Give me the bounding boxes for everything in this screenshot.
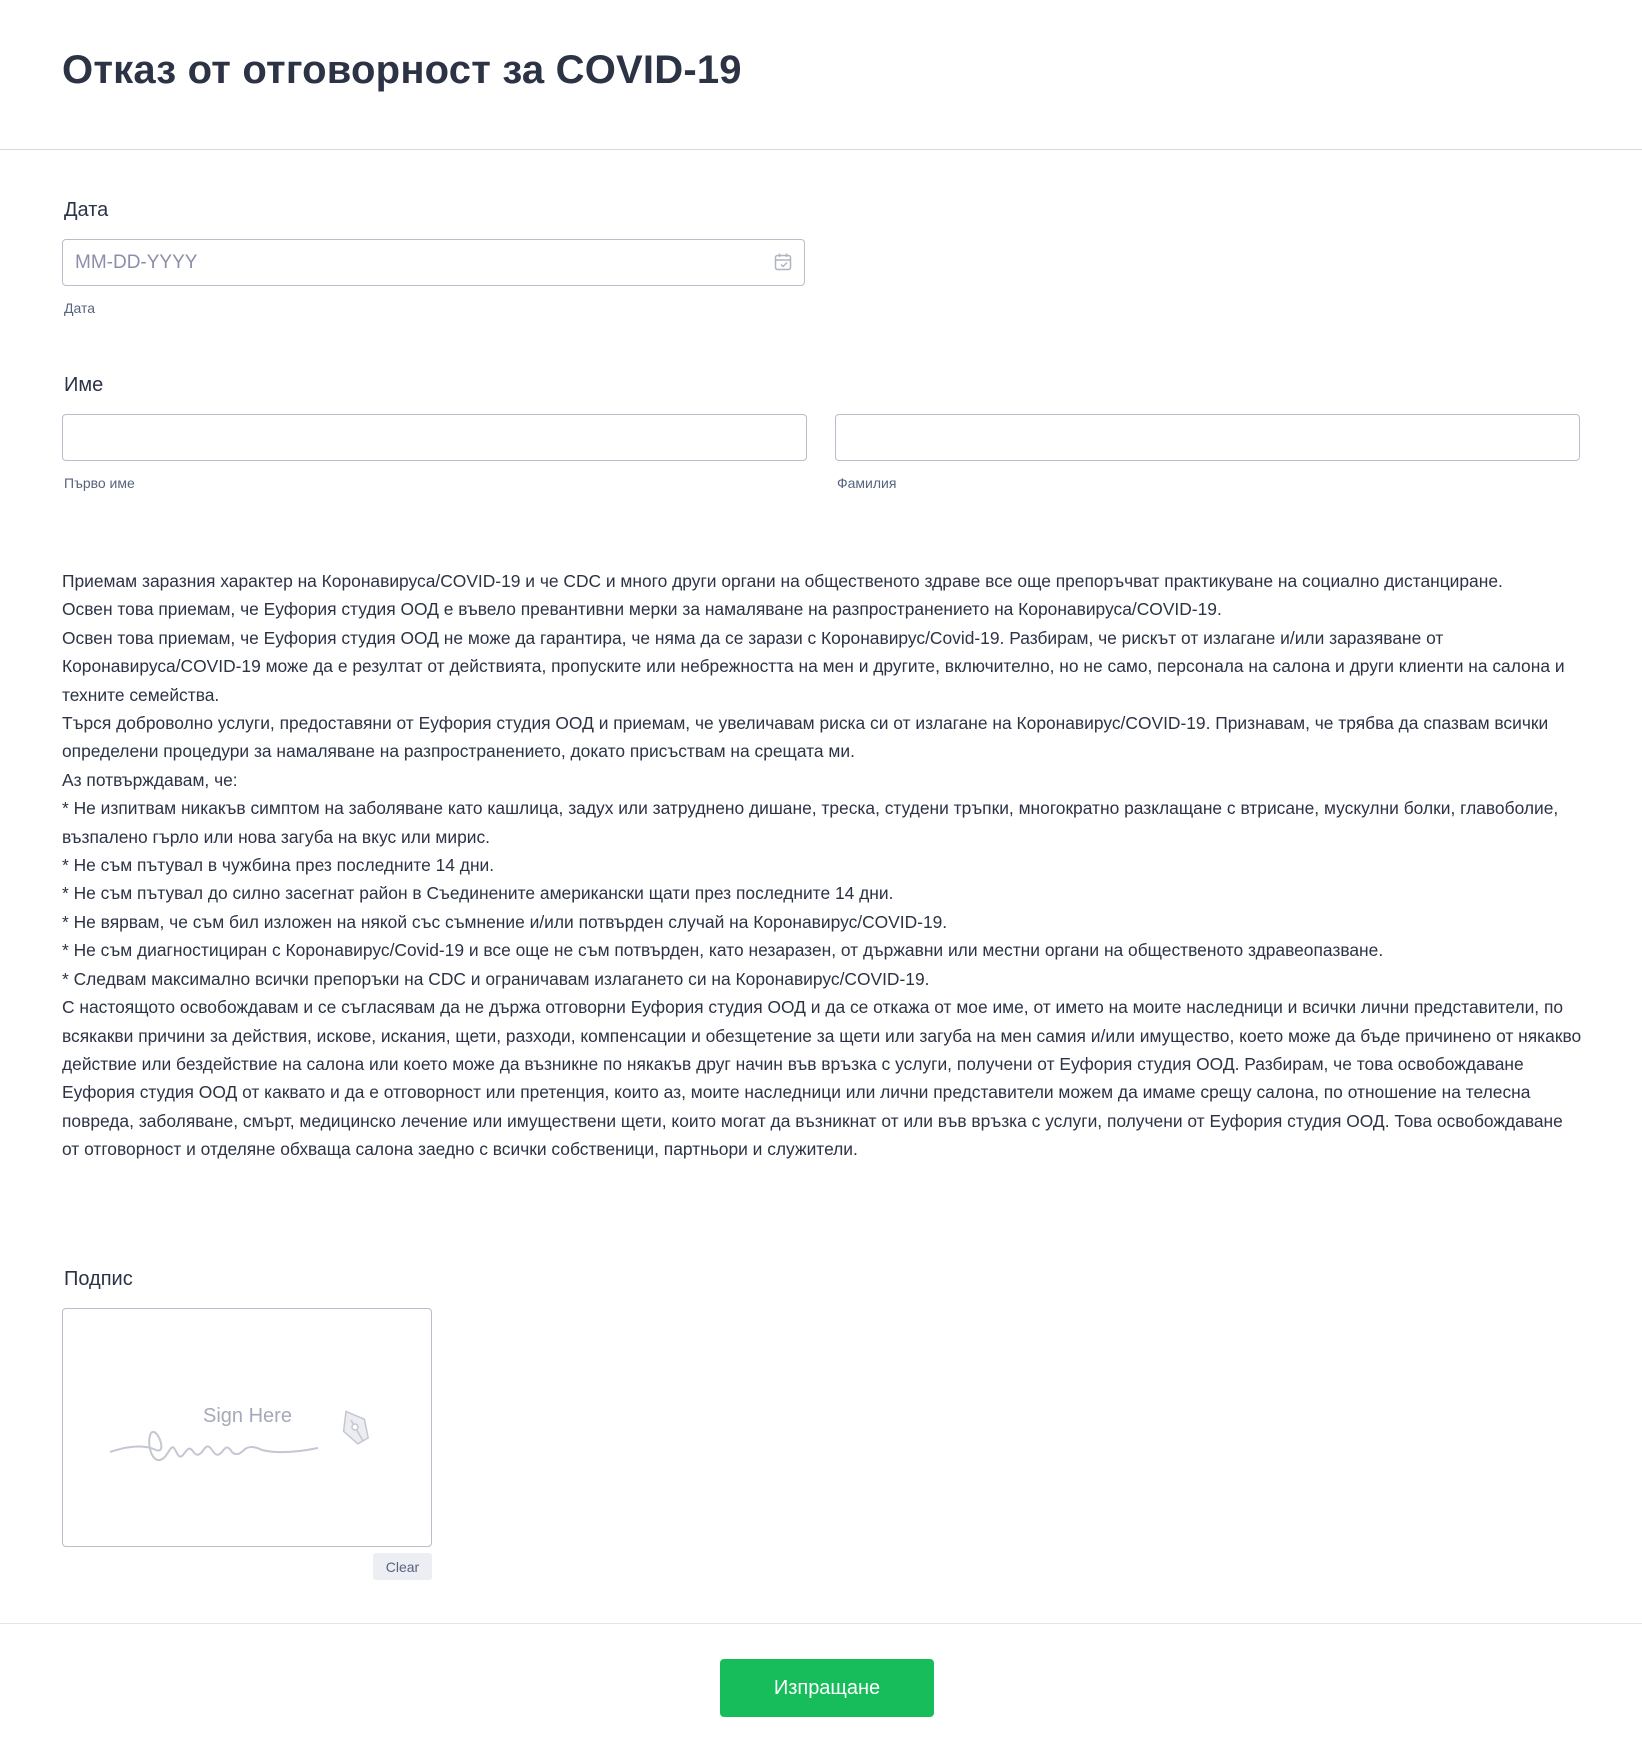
signature-pad[interactable]: [62, 1308, 432, 1547]
waiver-paragraph: Приемам заразния характер на Коронавируса/COVID-19 и че CDC и много други органи на общественото здраве все още препоръчват практикуване на социално дистанциране.: [62, 571, 1503, 591]
date-input[interactable]: [62, 239, 805, 286]
waiver-paragraph: Освен това приемам, че Еуфория студия ООД не може да гарантира, че няма да се зарази с Коронавирус/Covid-19. Разбирам, че рискът от излагане и/или заразяване от Коронавируса/COVID-19 може да е резултат от действията, пропуските или небрежността на мен и другите, включително, но не само, персонала на салона и други клиенти на салона и техните семейства.: [62, 627, 1565, 705]
waiver-bullet: * Не съм пътувал до силно засегнат район в Съединените американски щати през последните 14 дни.: [62, 883, 894, 904]
waiver-bullet: * Не съм пътувал в чужбина през последните 14 дни.: [62, 855, 495, 876]
waiver-bullet: * Следвам максимално всички препоръки на CDC и ограничавам излагането си на Коронавирус/COVID-19.: [62, 968, 930, 989]
sign-here-hint: Sign Here: [203, 1405, 292, 1427]
waiver-paragraph: С настоящото освобождавам и се съгласявам да не държа отговорни Еуфория студия ООД и да се откажа от мое име, от името на моите наследници и всички лични представители, по всякакви причини за действия, искове, искания, щети, разходи, компенсации и обезщетение за щети или загуба на мен самия и/или имущество, което може да бъде причинено от някакво действие или бездействие на салона или което може да възникне по някакъв друг начин във връзка с услуги, получени от Еуфория студия ООД. Разбирам, че това освобождаване Еуфория студия ООД от каквато и да е отговорност или претенция, които аз, моите наследници или лични представители можем да имаме срещу салона, по отношение на телесна повреда, заболяване, смърт, медицинско лечение или имуществени щети, които могат да възникнат от или във връзка с услуги, получени от Еуфория студия ООД. Това освобождаване от отговорност и отделяне обхваща салона заедно с всички собственици, партньори и служители.: [62, 997, 1582, 1160]
last-name-input[interactable]: [835, 414, 1580, 461]
date-sublabel: Дата: [64, 300, 96, 316]
name-label: Име: [64, 374, 104, 396]
date-field: [62, 239, 805, 286]
waiver-paragraph: Търся доброволно услуги, предоставяни от Еуфория студия ООД и приемам, че увеличавам риска си от излагане на Коронавирус/COVID-19. Признавам, че трябва да спазвам всички определени процедури за намаляване на разпространението, докато присъствам на срещата ми.: [62, 713, 1549, 762]
date-label: Дата: [64, 199, 109, 221]
last-name-sublabel: Фамилия: [837, 475, 897, 491]
first-name-input[interactable]: [62, 414, 807, 461]
calendar-icon[interactable]: [773, 252, 793, 272]
form-header: [0, 0, 1642, 150]
first-name-sublabel: Първо име: [64, 475, 135, 491]
clear-signature-button[interactable]: Clear: [373, 1553, 432, 1580]
pen-nib-icon: [333, 1405, 377, 1449]
waiver-paragraph: Освен това приемам, че Еуфория студия ООД е въвело превантивни мерки за намаляване на разпространението на Коронавируса/COVID-19.: [62, 599, 1222, 620]
waiver-bullet: * Не изпитвам никакъв симптом на заболяване като кашлица, задух или затруднено дишане, треска, студени тръпки, многократно разклащане с втрисане, мускулни болки, главоболие, възпалено гърло или нова загуба на вкус или мирис.: [62, 798, 1559, 847]
waiver-bullet: * Не вярвам, че съм бил изложен на някой със съмнение и/или потвърден случай на Коронавирус/COVID-19.: [62, 911, 948, 932]
signature-label: Подпис: [64, 1268, 133, 1290]
waiver-text: [62, 567, 1582, 1164]
submit-button[interactable]: Изпращане: [720, 1659, 934, 1717]
waiver-paragraph: Аз потвърждавам, че:: [62, 769, 238, 790]
waiver-bullet: * Не съм диагностициран с Коронавирус/Covid-19 и все още не съм потвърден, като незаразен, от държавни или местни органи на общественото здравеопазване.: [62, 940, 1384, 961]
form-title: Отказ от отговорност за COVID-19: [62, 48, 742, 92]
